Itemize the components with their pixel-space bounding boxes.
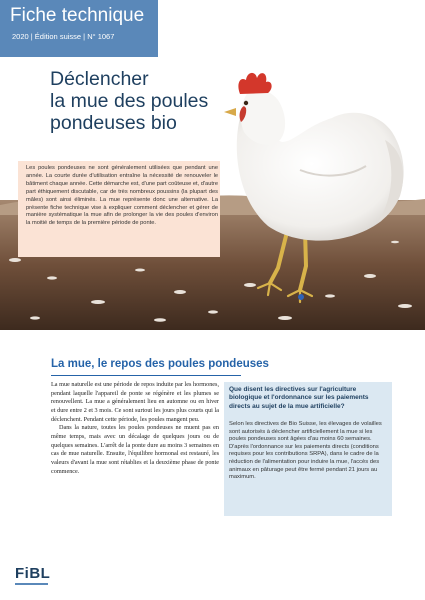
- section-heading: La mue, le repos des poules pondeuses: [51, 358, 269, 370]
- intro-text: Les poules pondeuses ne sont généralement utilisées que pendant une année. La courte durée d'utilisation entraîne la nécessité de renouveler le bâtiment chaque année. Cette démarche est, d'une part coûteuse et, d'autre part éthiquement discutable, car de très nombreux poussins (la plupart des mâles) sont ainsi éliminés. La mue représente donc une alternative. La présente fiche technique vise à expliquer comment déclencher et gérer de manière systématique la mue afin de prolonger la vie des poules d'environ la moitié de temps de la première période de ponte.: [26, 165, 218, 227]
- header-meta: 2020 | Édition suisse | N° 1067: [12, 32, 115, 41]
- page-title: [50, 68, 235, 134]
- body-text: [51, 381, 219, 476]
- header-tab: [0, 0, 158, 57]
- fibl-logo: FiBL: [15, 565, 51, 582]
- sidebar-text: [229, 421, 387, 482]
- page-title-line-2: la mue des poules: [50, 90, 209, 112]
- page-title-line-1: Déclencher: [50, 68, 149, 90]
- sidebar-paragraph-1: Selon les directives de Bio Suisse, les élevages de volailles sont autorisés à déclencher artificiellement la mue si les poules pondeuses sont âgées d'au moins 60 semaines.: [229, 421, 382, 443]
- sidebar-heading: Que disent les directives sur l'agriculture biologique et l'ordonnance sur les paiements directs au sujet de la mue artificielle?: [229, 386, 369, 410]
- page-title-line-3: pondeuses bio: [50, 112, 177, 134]
- sidebar-paragraph-2: D'après l'ordonnance sur les paiements directs (conditions requises pour les contributions SRPA), dans le cadre de la réduction de l'alimentation pour induire la mue, l'accès des animaux en pâturage peut être fermé pendant 21 jours au maximum.: [229, 443, 380, 481]
- header-title: Fiche technique: [10, 5, 145, 26]
- logo-underline: [15, 583, 48, 585]
- body-paragraph-2: Dans la nature, toutes les poules pondeuses ne muent pas en même temps, mais avec un décalage de quelques jours ou de quelques semaines. L'arrêt de la ponte dure au moins 3 semaines en cas de mue naturelle. Ensuite, l'équilibre hormonal est restauré, les valeurs d'avant la mue sont rétablies et la deuxième phase de ponte commence.: [51, 424, 219, 475]
- section-divider: [51, 375, 241, 376]
- body-paragraph-1: La mue naturelle est une période de repos induite par les hormones, pendant laquelle l'appareil de ponte se régénère et les plumes se renouvellent. La mue a généralement lieu en automne ou en hiver et dure entre 2 et 3 mois. Ce sont surtout les jours plus courts qui la déclenchent. Pendant cette période, les poules mangent peu.: [51, 381, 219, 423]
